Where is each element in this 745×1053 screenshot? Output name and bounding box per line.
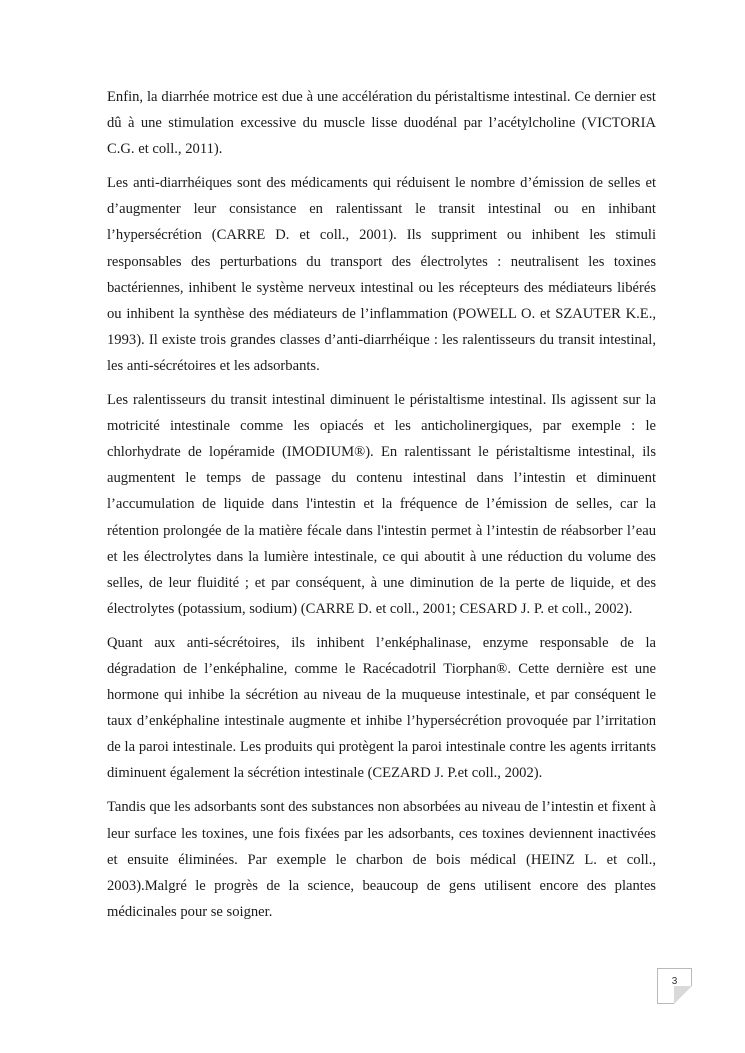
page-number-box	[657, 968, 692, 1004]
paragraph-adsorbants: Tandis que les adsorbants sont des substances non absorbées au niveau de l’intestin et fixent à leur surface les toxines, une fois fixées par les adsorbants, ces toxines deviennent inactivées et ensuite éliminées. Par exemple le charbon de bois médical (HEINZ L. et coll., 2003).Malgré le progrès de la science, beaucoup de gens utilisent encore des plantes médicinales pour se soigner.	[107, 799, 656, 920]
paragraph-anti-secretoires: Quant aux anti-sécrétoires, ils inhibent l’enképhalinase, enzyme responsable de la dégradation de l’enképhaline, comme le Racécadotril Tiorphan®. Cette dernière est une hormone qui inhibe la sécrétion au niveau de la muqueuse intestinale, et par conséquent le taux d’enképhaline intestinale augmente et inhibe l’hypersécrétion provoquée par l’irritation de la paroi intestinale. Les produits qui protègent la paroi intestinale contre les agents irritants diminuent également la sécrétion intestinale (CEZARD J. P.et coll., 2002).	[107, 634, 656, 782]
paragraph-ralentisseurs: Les ralentisseurs du transit intestinal diminuent le péristaltisme intestinal. Ils agissent sur la motricité intestinale comme les opiacés et les anticholinergiques, par exemple : le chlorhydrate de lopéramide (IMODIUM®). En ralentissant le péristaltisme intestinal, ils augmentent le temps de passage du contenu intestinal dans l’intestin et diminuent l’accumulation de liquide dans l'intestin et la fréquence de l’émission de selles, car la rétention prolongée de la matière fécale dans l'intestin permet à l’intestin de réabsorber l’eau et les électrolytes dans la lumière intestinale, ce qui aboutit à une réduction du volume des selles, de leur fluidité ; et par conséquent, à une diminution de la perte de liquide, et des électrolytes (potassium, sodium) (CARRE D. et coll., 2001; CESARD J. P. et coll., 2002).	[107, 392, 656, 617]
paragraph-diarrhee-motrice: Enfin, la diarrhée motrice est due à une accélération du péristaltisme intestinal. Ce dernier est dû à une stimulation excessive du muscle lisse duodénal par l’acétylcholine (VICTORIA C.G. et coll., 2011).	[107, 89, 656, 158]
paragraph-anti-diarrheiques: Les anti-diarrhéiques sont des médicaments qui réduisent le nombre d’émission de selles et d’augmenter leur consistance en ralentissant le transit intestinal ou en inhibant l’hypersécrétion (CARRE D. et coll., 2001). Ils suppriment ou inhibent les stimuli responsables des perturbations du transport des électrolytes : neutralisent les toxines bactériennes, inhibent le système nerveux intestinal ou les récepteurs des médiateurs libérés ou inhibent la synthèse des médiateurs de l’inflammation (POWELL O. et SZAUTER K.E., 1993). Il existe trois grandes classes d’anti-diarrhéique : les ralentisseurs du transit intestinal, les anti-sécrétoires et les adsorbants.	[107, 175, 656, 374]
page-body	[107, 84, 656, 933]
page-number: 3	[671, 976, 678, 987]
